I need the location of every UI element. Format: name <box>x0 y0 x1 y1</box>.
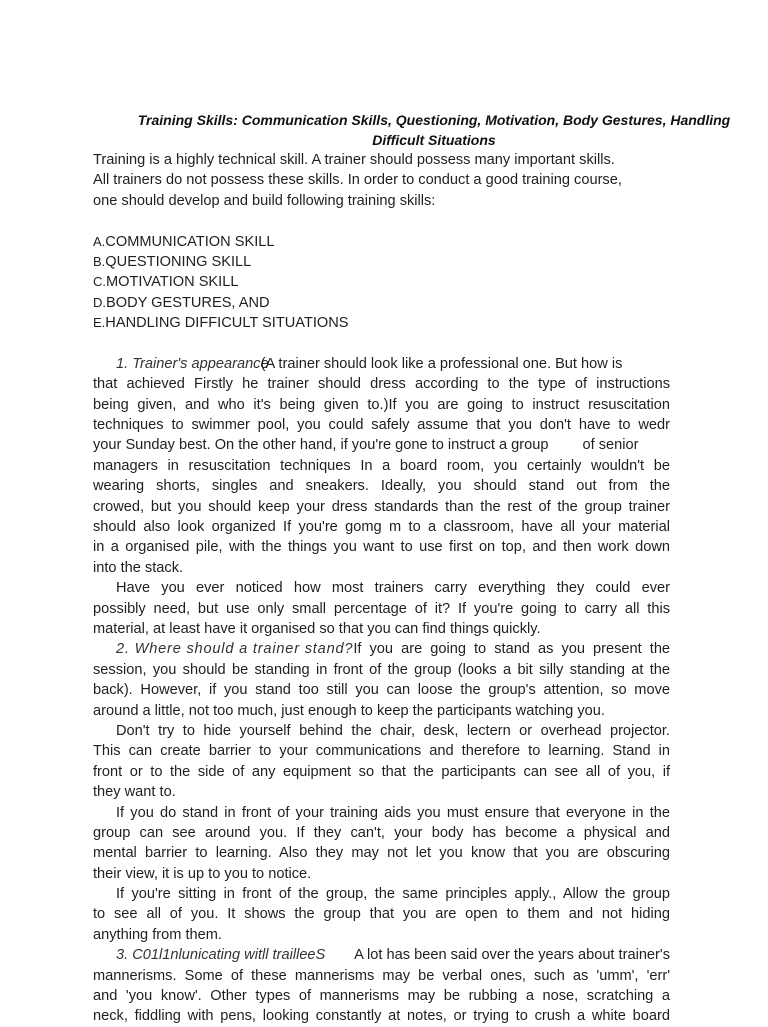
list-item <box>93 272 670 292</box>
list-letter: E. <box>93 315 106 331</box>
section-first-line <box>93 945 670 965</box>
paragraph-line: and 'you know'. Other types of mannerisms may be rubbing a nose, scratching a <box>93 988 670 1005</box>
paragraph-line: back). However, if you stand too still you can loose the group's attention, so move <box>93 682 670 699</box>
paragraph-line: This can create barrier to your communications and therefore to learning. Stand in <box>93 743 670 760</box>
paragraph-text: (A trainer should look like a professional one. But how is <box>260 355 623 372</box>
list-item <box>93 293 670 313</box>
section-where-to-stand <box>93 639 670 945</box>
list-letter: C. <box>93 274 106 290</box>
paragraph-line <box>93 435 670 455</box>
paragraph-line: should also look organized If you're gomg m to a classroom, have all your material <box>93 519 670 536</box>
section-heading: 3. C01l1nlunicating witll trailleeS <box>116 947 326 964</box>
list-item <box>93 252 670 272</box>
paragraph-line: group can see around you. If they can't, your body has become a physical and <box>93 824 670 841</box>
paragraph-line: Don't try to hide yourself behind the chair, desk, lectern or overhead projector. <box>116 722 670 739</box>
list-letter: D. <box>93 294 106 310</box>
paragraph-text: A lot has been said over the years about trainer's <box>354 947 670 964</box>
list-letter: B. <box>93 253 106 269</box>
spacer <box>93 334 670 354</box>
section-heading: 1. Trainer's appearance <box>116 355 269 372</box>
intro-line: one should develop and build following training skills: <box>93 192 436 209</box>
paragraph-line: front or to the side of any equipment so that the participants can see all of you, if <box>93 763 670 780</box>
intro-line: Training is a highly technical skill. A trainer should possess many important skills. <box>93 152 615 168</box>
spacer <box>93 211 670 231</box>
paragraph-line: wearing shorts, singles and sneakers. Ideally, you should stand out from the <box>93 478 670 495</box>
document-body <box>93 150 670 1027</box>
list-text: QUESTIONING SKILL <box>105 253 252 270</box>
paragraph-line: neck, fiddling with pens, looking constantly at notes, or trying to crush a white board <box>93 1008 670 1025</box>
intro-line: All trainers do not possess these skills. In order to conduct a good training course, <box>93 172 622 189</box>
skills-list <box>93 232 670 334</box>
section-first-line <box>93 639 670 659</box>
paragraph-line: managers in resuscitation techniques In a board room, you certainly wouldn't be <box>93 457 670 474</box>
title-line-1: Training Skills: Communication Skills, Questioning, Motivation, Body Gestures, Handling <box>137 112 731 128</box>
document-title <box>100 110 768 150</box>
paragraph-line: into the stack. <box>93 559 184 576</box>
list-item <box>93 313 670 333</box>
paragraph-line: If you do stand in front of your training aids you must ensure that everyone in the <box>116 804 670 821</box>
paragraph-line: in a organised pile, with the things you want to use first on top, and then work down <box>93 539 670 556</box>
paragraph-line: material, at least have it organised so that you can find things quickly. <box>93 620 541 637</box>
paragraph-line: being given, and who it's being given to.)If you are going to instruct resuscitation <box>93 396 670 413</box>
paragraph-line: mannerisms. Some of these mannerisms may be verbal ones, such as 'umm', 'err' <box>93 967 670 984</box>
paragraph-line: Have you ever noticed how most trainers carry everything they could ever <box>116 580 670 597</box>
paragraph-line: techniques to swimmer pool, you could safely assume that you don't have to wedr <box>93 417 670 434</box>
list-item <box>93 232 670 252</box>
paragraph-line: their view, it is up to you to notice. <box>93 865 312 882</box>
section-first-line <box>93 354 670 374</box>
paragraph-line: to see all of you. It shows the group that you are open to them and not hiding <box>93 906 670 923</box>
paragraph-line: mental barrier to learning. Also they may not let you know that you are obscuring <box>93 845 670 862</box>
list-text: COMMUNICATION SKILL <box>105 233 275 250</box>
paragraph-line: possibly need, but use only small percentage of it? If you're going to carry all this <box>93 600 670 617</box>
paragraph-line: that achieved Firstly he trainer should dress according to the type of instructions <box>93 376 670 393</box>
list-text: HANDLING DIFFICULT SITUATIONS <box>105 315 349 332</box>
intro-paragraph <box>93 150 670 211</box>
section-appearance <box>93 354 670 639</box>
section-communicating <box>93 945 670 1027</box>
list-text: BODY GESTURES, AND <box>106 294 270 311</box>
paragraph-line: anything from them. <box>93 926 222 943</box>
paragraph-text: of senior <box>582 437 639 454</box>
list-text: MOTIVATION SKILL <box>106 274 239 291</box>
paragraph-line: crowed, but you should keep your dress standards than the rest of the group trainer <box>93 498 670 515</box>
paragraph-line: session, you should be standing in front of the group (looks a bit silly standing at the <box>93 661 670 678</box>
list-letter: A. <box>93 233 106 249</box>
paragraph-line: they want to. <box>93 784 176 801</box>
paragraph-line: around a little, not too much, just enough to keep the participants watching you. <box>93 702 605 719</box>
section-heading: 2. Where should a trainer stand? <box>116 641 354 658</box>
paragraph-text: If you are going to stand as you present the <box>353 641 671 658</box>
paragraph-text: your Sunday best. On the other hand, if you're gone to instruct a group <box>93 437 549 454</box>
title-line-2: Difficult Situations <box>372 132 496 148</box>
paragraph-line: If you're sitting in front of the group, the same principles apply., Allow the group <box>116 886 670 903</box>
